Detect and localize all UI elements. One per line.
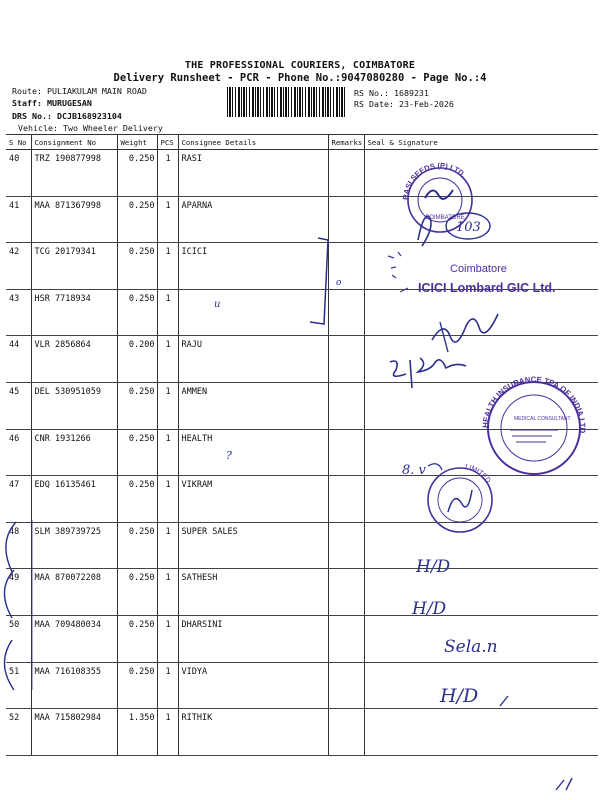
table-row [6,615,598,662]
row-seal [364,709,598,756]
col-consignment: Consignment No [31,135,117,150]
row-sno: 43 [6,289,31,336]
row-pcs: 1 [157,382,178,429]
row-remarks [328,569,364,616]
row-seal [364,476,598,523]
row-consignee: VIKRAM [178,476,328,523]
row-pcs: 1 [157,615,178,662]
rs-date: RS Date: 23-Feb-2026 [354,99,454,109]
table-row [6,476,598,523]
staff-label: Staff: MURUGESAN [12,98,92,108]
row-consignment: HSR 7718934 [31,289,117,336]
svg-text:103: 103 [456,220,481,235]
row-weight: 0.250 [117,243,157,290]
row-seal [364,150,598,197]
row-consignee: SATHESH [178,569,328,616]
row-sno: 52 [6,709,31,756]
icici-stamp-name: ICICI Lombard GIC Ltd. [418,281,556,295]
table-row [6,289,598,336]
row-consignee: SUPER SALES [178,522,328,569]
row-remarks [328,382,364,429]
row-weight: 0.250 [117,196,157,243]
signature-51: Sela.n [444,637,498,657]
row-consignee: RITHIK [178,709,328,756]
table-row [6,709,598,756]
row-weight: 0.250 [117,522,157,569]
row-consignment: CNR 1931266 [31,429,117,476]
row-consignment: MAA 716108355 [31,662,117,709]
table-header [6,135,598,150]
table-row [6,243,598,290]
table-row [6,522,598,569]
row-pcs: 1 [157,569,178,616]
delivery-table [6,134,598,756]
row-seal [364,243,598,290]
table-row [6,662,598,709]
row-weight: 0.250 [117,289,157,336]
row-consignment: TRZ 190877998 [31,150,117,197]
row-pcs: 1 [157,150,178,197]
row-sno: 45 [6,382,31,429]
table-row [6,150,598,197]
row-sno: 48 [6,522,31,569]
row-weight: 0.250 [117,569,157,616]
route-label: Route: PULIAKULAM MAIN ROAD [12,86,147,96]
row-consignee: DHARSINI [178,615,328,662]
row-consignment: MAA 715802984 [31,709,117,756]
row-consignee: VIDYA [178,662,328,709]
row-pcs: 1 [157,522,178,569]
table-row [6,336,598,383]
row-sno: 47 [6,476,31,523]
row-sno: 42 [6,243,31,290]
row-consignee [178,289,328,336]
row-remarks [328,336,364,383]
row-pcs: 1 [157,709,178,756]
row-weight: 0.250 [117,429,157,476]
row-sno: 44 [6,336,31,383]
icici-stamp-city: Coimbatore [450,263,507,275]
row-weight: 0.250 [117,382,157,429]
hd-mark-52: H/D [440,685,479,707]
col-pcs: PCS [157,135,178,150]
row-seal [364,289,598,336]
row-pcs: 1 [157,476,178,523]
row-sno: 40 [6,150,31,197]
row-seal [364,336,598,383]
rasi-stamp-city: COIMBATORE [425,215,465,221]
row-consignment: MAA 871367998 [31,196,117,243]
row-weight: 0.250 [117,150,157,197]
row-consignee: HEALTH [178,429,328,476]
bottom-pen-mark [556,778,572,790]
row-pcs: 1 [157,196,178,243]
row-consignment: VLR 2856864 [31,336,117,383]
company-title: THE PROFESSIONAL COURIERS, COIMBATORE [184,60,416,71]
row-weight: 1.350 [117,709,157,756]
row-remarks [328,709,364,756]
row-consignment: MAA 870072208 [31,569,117,616]
row-consignee: AMMEN [178,382,328,429]
svg-text:o: o [336,278,342,288]
row-sno: 49 [6,569,31,616]
health-stamp-inner: MEDICAL CONSULTANT [514,416,571,422]
row-sno: 46 [6,429,31,476]
barcode-image [227,87,347,117]
table-row [6,429,598,476]
row-consignee: ICICI [178,243,328,290]
limited-stamp-ring: LIMITED [464,463,492,485]
col-seal: Seal & Signature [364,135,598,150]
row-consignee: APARNA [178,196,328,243]
table-row [6,196,598,243]
hd-mark-50: H/D [412,599,447,619]
row-remarks [328,476,364,523]
row-weight: 0.250 [117,662,157,709]
row-seal [364,429,598,476]
table-row [6,569,598,616]
row-seal [364,569,598,616]
row-seal [364,662,598,709]
row-remarks [328,243,364,290]
row-remarks [328,289,364,336]
health-stamp-ring: HEALTH INSURANCE TPA OF INDIA LTD. [480,374,588,437]
row-seal [364,382,598,429]
runsheet-subtitle: Delivery Runsheet - PCR - Phone No.:9047080280 - Page No.:4 [113,72,487,84]
row-seal [364,615,598,662]
row-remarks [328,150,364,197]
col-sno: S No [6,135,31,150]
row-remarks [328,662,364,709]
row-weight: 0.250 [117,615,157,662]
row-pcs: 1 [157,289,178,336]
drs-number: DRS No.: DCJB168923104 [12,111,122,121]
table-row [6,382,598,429]
row-seal [364,522,598,569]
row-consignment: MAA 709480034 [31,615,117,662]
row-consignment: DEL 530951059 [31,382,117,429]
rs-number: RS No.: 1689231 [354,88,429,98]
hd-mark-49: H/D [416,557,451,577]
table-body [6,150,598,756]
row-pcs: 1 [157,429,178,476]
svg-text:8. v: 8. v [402,463,426,478]
row-sno: 51 [6,662,31,709]
row-seal [364,196,598,243]
col-weight: Weight [117,135,157,150]
row-pcs: 1 [157,662,178,709]
row-weight: 0.250 [117,476,157,523]
row-remarks [328,615,364,662]
vikram-mark: ? [226,449,232,462]
rasi-stamp-text: RASI SEEDS (P) LTD. [400,160,468,201]
row-consignment: EDQ 16135461 [31,476,117,523]
row-consignee: RASI [178,150,328,197]
row-sno: 50 [6,615,31,662]
vehicle-label: Vehicle: Two Wheeler Delivery [18,123,163,133]
row-sno: 41 [6,196,31,243]
col-remarks: Remarks [328,135,364,150]
row-consignee: RAJU [178,336,328,383]
row-pcs: 1 [157,336,178,383]
row-weight: 0.200 [117,336,157,383]
row-consignment: SLM 389739725 [31,522,117,569]
row-remarks [328,429,364,476]
col-consignee: Consignee Details [178,135,328,150]
row-consignment: TCG 20179341 [31,243,117,290]
tick-43: u [214,299,221,310]
row-pcs: 1 [157,243,178,290]
row-remarks [328,522,364,569]
row-remarks [328,196,364,243]
